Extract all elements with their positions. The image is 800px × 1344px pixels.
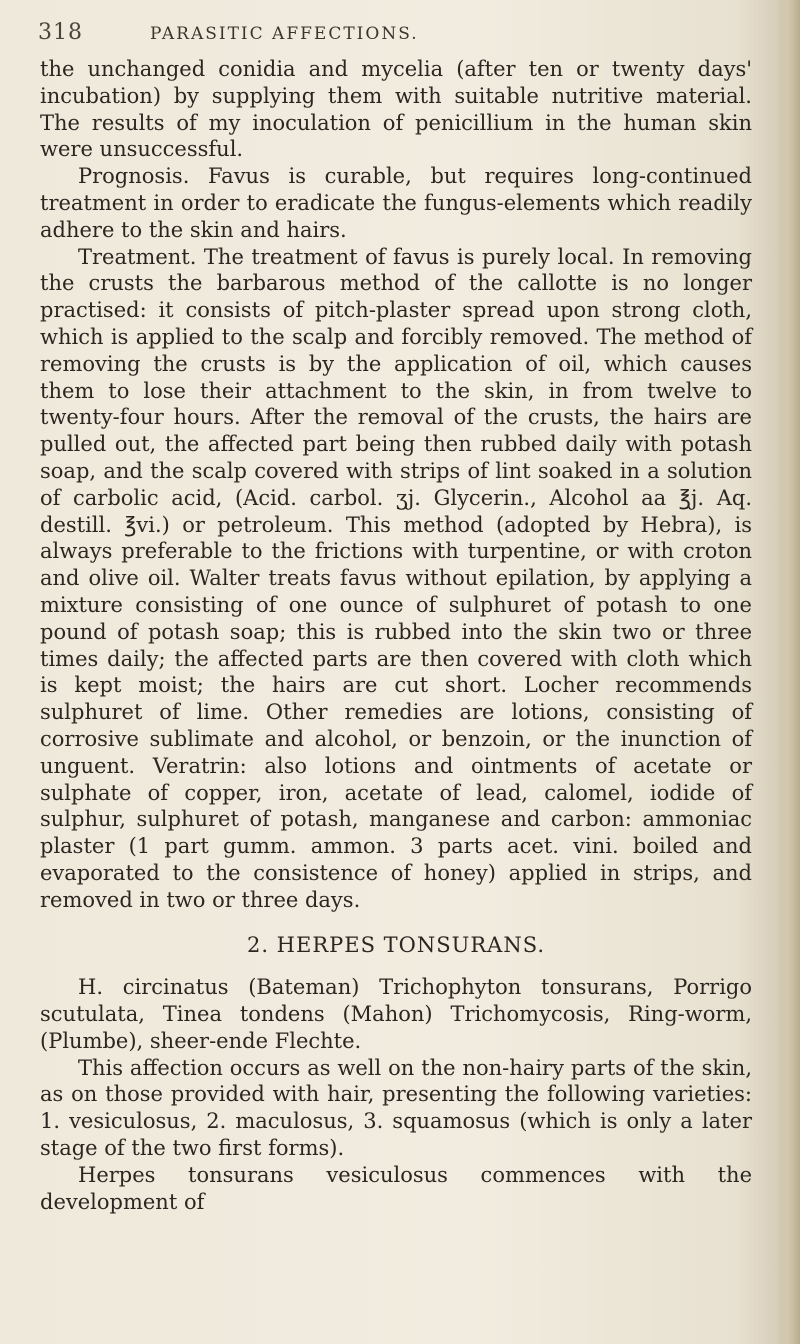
paragraph-continuation: the unchanged conidia and mycelia (after ten or twenty days' incubation) by supplying them with suitable nutritive material. The results of my inoculation of penicillium in the human skin were unsuccessful.: [40, 57, 752, 162]
running-head: PARASITIC AFFECTIONS.: [150, 24, 419, 44]
page-number: 318: [38, 20, 83, 45]
page-header: [38, 20, 738, 50]
body-text: [40, 56, 752, 1215]
paragraph-varieties: This affection occurs as well on the non-hairy parts of the skin, as on those provided with hair, presenting the following varieties: 1. vesiculosus, 2. maculosus, 3. squamosus (which is only a later stage of the two first forms).: [40, 1055, 752, 1161]
paragraph-vesiculosus: Herpes tonsurans vesiculosus commences with the development of: [40, 1162, 752, 1214]
paragraph-prognosis: Prognosis. Favus is curable, but requires long-continued treatment in order to eradicate the fungus-elements which readily adhere to the skin and hairs.: [40, 164, 752, 242]
paragraph-treatment: Treatment. The treatment of favus is purely local. In removing the crusts the barbarous method of the callotte is no longer practised: it consists of pitch-plaster spread upon strong cloth, which is applied to the scalp and forcibly removed. The method of removing the crusts is by the application of oil, which causes them to lose their attachment to the skin, in from twelve to twenty-four hours. After the removal of the crusts, the hairs are pulled out, the affected part being then rubbed daily with potash soap, and the scalp covered with strips of lint soaked in a solution of carbolic acid, (Acid. carbol. ʒj. Glycerin., Alcohol aa ℥j. Aq. destill. ℥vi.) or petroleum. This method (adopted by Hebra), is always preferable to the frictions with turpentine, or with croton and olive oil. Walter treats favus without epilation, by applying a mixture consisting of one ounce of sulphuret of potash to one pound of potash soap; this is rubbed into the skin two or three times daily; the affected parts are then covered with cloth which is kept moist; the hairs are cut short. Locher recommends sulphuret of lime. Other remedies are lotions, consisting of corrosive sublimate and alcohol, or benzoin, or the inunction of unguent. Veratrin: also lotions and ointments of acetate or sulphate of copper, iron, acetate of lead, calomel, iodide of sulphur, sulphuret of potash, manganese and carbon: ammoniac plaster (1 part gumm. ammon. 3 parts acet. vini. boiled and evaporated to the consistence of honey) applied in strips, and removed in two or three days.: [40, 244, 752, 912]
page-edge: [778, 0, 800, 1344]
section-heading: 2. HERPES TONSURANS.: [246, 932, 546, 957]
paragraph-synonyms: H. circinatus (Bateman) Trichophyton tonsurans, Porrigo scutulata, Tinea tondens (Mahon) Trichomycosis, Ring-worm, (Plumbe), sheer-ende Flechte.: [40, 975, 752, 1053]
